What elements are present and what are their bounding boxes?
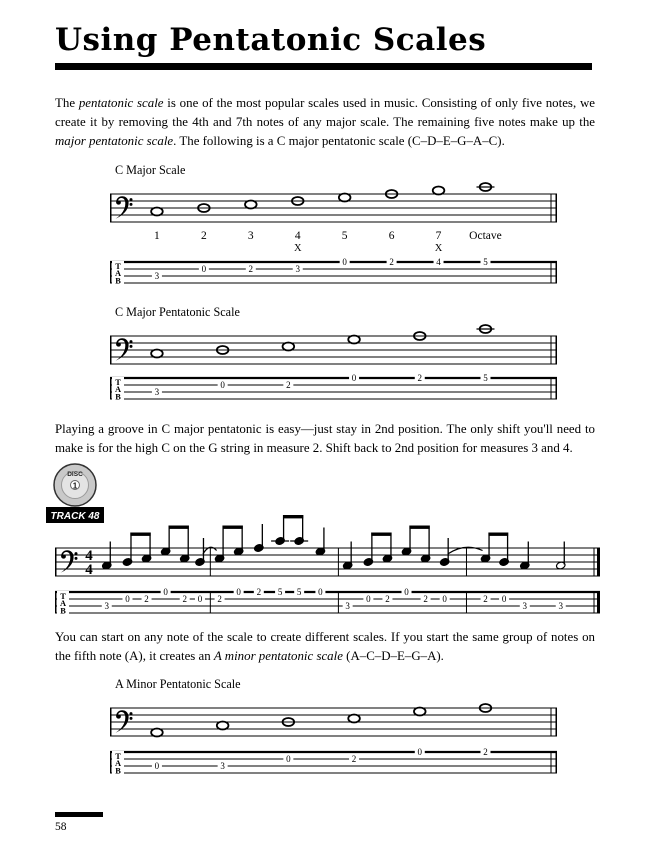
svg-text:2: 2 [286,380,291,390]
scale-degree: Octave [469,230,502,242]
svg-text:T: T [115,751,121,761]
whole-note [339,194,351,202]
svg-text:0: 0 [318,588,323,597]
svg-text:B: B [115,276,121,286]
scale-degree: 2 [200,230,207,242]
start-any-paragraph [55,628,595,666]
svg-text:0: 0 [201,264,207,274]
svg-text:2: 2 [144,594,149,604]
page-number: 58 [55,821,67,833]
groove-staff [55,514,600,584]
svg-text:2: 2 [389,258,394,267]
scale-degree: 4 [294,230,301,242]
svg-text:5: 5 [483,258,488,267]
svg-text:0: 0 [342,258,347,267]
italic-term: major pentatonic scale [55,133,174,148]
c-major-pentatonic-tab [110,374,557,404]
text-run: is one of the most popular scales used in music. Consisting of only five notes, we create it by removing the 4th and 7th notes of any major scale. The remaining five notes make up the [55,96,595,129]
svg-text:3: 3 [220,761,225,771]
svg-text:T: T [115,377,121,387]
whole-note [414,708,426,716]
whole-note [348,715,360,723]
c-major-staff [110,180,557,230]
c-major-scale-label: C Major Scale [115,163,186,177]
svg-text:2: 2 [483,594,488,604]
svg-text:3: 3 [154,271,160,281]
svg-text:0: 0 [163,588,168,597]
note-head [499,558,509,567]
svg-text:0: 0 [501,594,507,604]
svg-text:B: B [60,606,66,616]
omitted-note-mark: X [293,243,302,254]
svg-text:2: 2 [248,264,254,274]
svg-text:B: B [115,392,121,402]
c-major-tab [110,258,557,288]
svg-text:A: A [114,385,122,395]
c-major-degrees [110,230,557,257]
italic-term: pentatonic scale [78,96,164,110]
title-rule [55,63,592,70]
svg-text:4: 4 [436,258,441,267]
scale-degree: 1 [154,230,160,242]
svg-text:0: 0 [442,594,447,604]
svg-text:B: B [115,766,121,776]
whole-note [245,201,257,209]
text-run: (A–C–D–E–G–A). [342,648,444,663]
note-head [122,558,132,567]
a-minor-pentatonic-label: A Minor Pentatonic Scale [115,677,241,691]
scale-degree: 6 [388,230,395,242]
svg-text:0: 0 [220,380,225,390]
svg-text:A: A [59,599,67,609]
whole-note [283,343,295,351]
scale-degree: 5 [341,230,348,242]
svg-text:0: 0 [125,594,130,604]
svg-text:0: 0 [351,374,357,383]
svg-text:5: 5 [277,588,283,597]
footer-rule [55,812,103,817]
svg-text:2: 2 [351,754,357,764]
a-minor-pentatonic-tab [110,748,557,778]
whole-note [151,208,163,216]
scale-degree: 7 [435,230,442,242]
svg-text:0: 0 [366,594,371,604]
whole-note [217,722,229,730]
svg-text:3: 3 [345,601,350,611]
svg-text:3: 3 [558,601,564,611]
svg-text:3: 3 [522,601,528,611]
svg-text:0: 0 [197,594,203,604]
groove-tab [55,588,600,618]
note-head [275,537,285,546]
svg-text:2: 2 [256,588,262,597]
svg-text:3: 3 [154,387,160,397]
c-major-pentatonic-staff [110,322,557,372]
note-head [294,537,304,546]
svg-text:2: 2 [417,374,423,383]
svg-text:3: 3 [295,264,300,274]
text-run: You can start on any note of the scale to create different scales. If you start the same group of notes on the fifth note (A), it creates an [55,630,595,663]
svg-text:A: A [114,269,122,279]
svg-text:5: 5 [296,588,302,597]
c-major-pentatonic-label: C Major Pentatonic Scale [115,305,240,319]
whole-note [151,729,163,737]
page-title: Using Pentatonic Scales [55,22,487,58]
whole-note [348,336,360,344]
text-run: Playing a groove in C major pentatonic is easy—just stay in 2nd position. The only shift you'll need to make is for the high C on the G string in measure 2. Shift back to 2nd position for measures 3 and 4. [55,422,595,455]
text-run: The [55,96,79,110]
disc-number: 1 [72,481,78,491]
svg-text:2: 2 [182,594,187,604]
svg-text:0: 0 [286,754,291,764]
svg-text:2: 2 [423,594,428,604]
whole-note [151,350,163,358]
svg-text:2: 2 [217,594,222,604]
svg-text:T: T [115,261,121,271]
svg-text:5: 5 [483,374,488,383]
text-run: . The following is a C major pentatonic scale (C–D–E–G–A–C). [173,133,505,148]
svg-text:4: 4 [85,548,93,564]
intro-paragraph [55,94,595,150]
svg-text:3: 3 [104,601,110,611]
svg-text:4: 4 [85,562,93,578]
svg-text:2: 2 [483,748,488,757]
svg-text:0: 0 [154,761,160,771]
track-label: TRACK 48 [50,511,100,522]
groove-paragraph [55,420,595,458]
svg-text:2: 2 [385,594,390,604]
svg-text:0: 0 [417,748,423,757]
svg-text:T: T [60,591,66,601]
whole-note [433,187,445,195]
scale-degree: 3 [247,230,254,242]
disc-word: DISC [67,471,83,478]
italic-term: A minor pentatonic scale [213,648,343,663]
svg-text:0: 0 [236,588,241,597]
svg-text:A: A [114,759,122,769]
a-minor-pentatonic-staff [110,694,557,744]
note-head [363,558,373,567]
svg-text:0: 0 [404,588,409,597]
omitted-note-mark: X [434,243,443,254]
